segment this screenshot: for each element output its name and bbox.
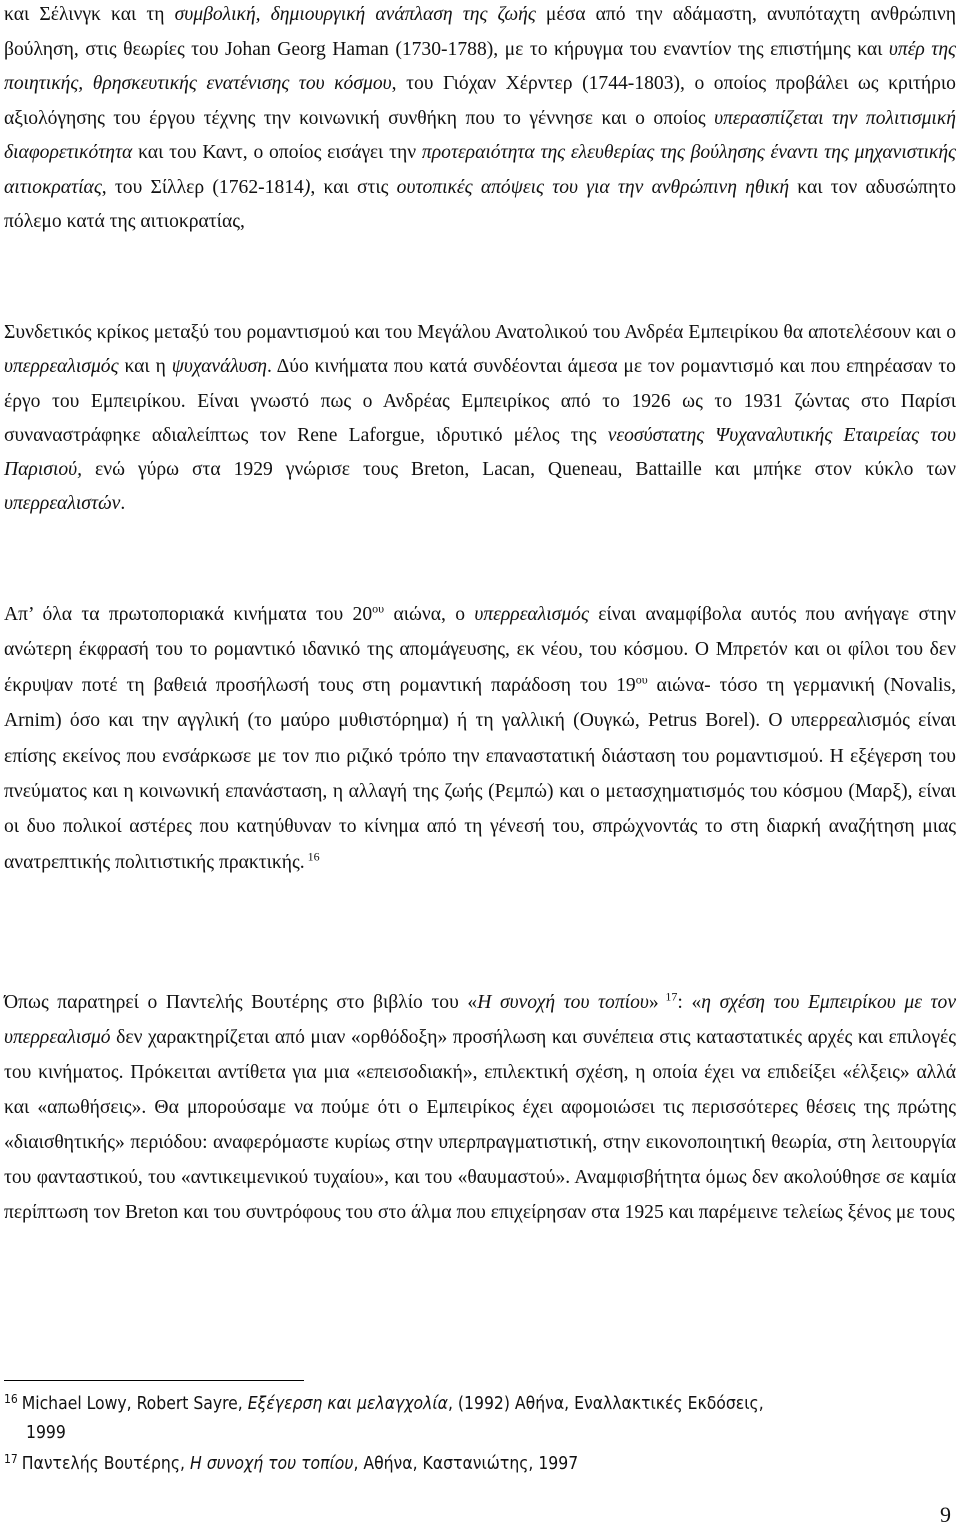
footnote-number: 16 [4,1392,18,1406]
footnote-number: 17 [4,1452,18,1466]
ordinal-superscript: ου [372,601,385,616]
footnote-17: $^{17}$ Παντελής Βουτέρης, Η συνοχή του τοπίου, Αθήνα, Καστανιώτης, 1997 [4,1452,579,1474]
paragraph-4: Όπως παρατηρεί ο Παντελής Βουτέρης στο βιβλίο του «Η συνοχή του τοπίου» $^{17}$: «η σχέση του Εμπειρίκου με τον υπερρεαλισμό δεν χαρακτηρίζεται από μιαν «ορθόδοξη» προσήλωση και συνέπεια στις καταστατικές αρχές και επιλογές του κινήματος. Πρόκειται αντίθετα για μια «επεισοδιακή», επιλεκτική σχέση, η οποία έχει να επιδείξει «έλξεις» αλλά και «απωθήσεις». Θα μπορούσαμε να πούμε ότι ο Εμπειρίκος έχει αφομοιώσει τις περισσότερες θέσεις της πρώτης «διαισθητικής» περιόδου: αναφερόμαστε κυρίως στην υπερπραγματιστική, στην εικονοποιητική θεωρία, στη λειτουργία του φανταστικού, του «αντικειμενικού τυχαίου», και του «θαυμαστού». Αναμφισβήτητα όμως δεν ακολούθησε σε καμία περίπτωση τον Breton και του συντρόφους του στο άλμα που επιχείρησαν στα 1925 και παρέμεινε τελείως ξένος με τους [4,989,957,1223]
footnote-separator [4,1380,304,1381]
paragraph-2: Συνδετικός κρίκος μεταξύ του ρομαντισμού και του Μεγάλου Ανατολικού του Ανδρέα Εμπειρίκου θα αποτελέσουν και ο υπερρεαλισμός και η ψυχανάλυση. Δύο κινήματα που κατά συνδέονται άμεσα με τον ρομαντισμό και που επηρέασαν το έργο του Εμπειρίκου. Είναι γνωστό πως ο Ανδρέας Εμπειρίκος από το 1926 ως το 1931 ζώντας στο Παρίσι συναναστράφηκε αδιαλείπτως τον Rene Laforgue, ιδρυτικό μέλος της νεοσύστατης Ψυχαναλυτικής Εταιρείας του Παρισιού, ενώ γύρω στα 1929 γνώρισε τους Breton, Lacan, Queneau, Battaille και μπήκε στον κύκλο των υπερρεαλιστών. [4,322,957,515]
ordinal-superscript: ου [635,672,648,687]
footnote-ref-17[interactable]: 17 [658,989,678,1004]
paragraph-1: και Σέλινγκ και τη συμβολική, δημιουργική ανάπλαση της ζωής μέσα από την αδάμαστη, ανυπόταχτη ανθρώπινη βούληση, στις θεωρίες του Johan Georg Haman (1730-1788), με το κήρυγμα του εναντίον της επιστήμης και υπέρ της ποιητικής, θρησκευτικής ενατένισης του κόσμου, του Γιόχαν Χέρντερ (1744-1803), ο οποίος προβάλει ως κριτήριο αξιολόγησης του έργου τέχνης την κοινωνική συνθήκη που το γέννησε και ο οποίος υπερασπίζεται την πολιτισμική διαφορετικότητα και του Καντ, ο οποίος εισάγει την προτεραιότητα της ελευθερίας της βούλησης έναντι της μηχανιστικής αιτιοκρατίας, του Σίλλερ (1762-1814), και στις ουτοπικές απόψεις του για την ανθρώπινη ηθική και τον αδυσώπητο πόλεμο κατά της αιτιοκρατίας, [4,4,957,232]
footnote-ref-16[interactable]: 16 [304,849,320,864]
footnote-16: $^{16}$ Michael Lowy, Robert Sayre, Εξέγερση και μελαγχολία, (1992) Αθήνα, Εναλλακτικές Εκδόσεις, 1999 [4,1392,764,1443]
paragraph-3: Απ’ όλα τα πρωτοποριακά κινήματα του $20^{o\upsilon}$ αιώνα, ο υπερρεαλισμός είναι αναμφίβολα αυτός που ανήγαγε στην ανώτερη έκφρασή του το ρομαντικό ιδανικό της απομάγευσης, εκ νέου, του κόσμου. Ο Μπρετόν και οι φίλοι του δεν έκρυψαν ποτέ τη βαθειά προσήλωσή τους στη ρομαντική παράδοση του $19^{o\upsilon}$ αιώνα- τόσο τη γερμανική (Novalis, Arnim) όσο και την αγγλική (το μαύρο μυθιστόρημα) ή τη γαλλική (Ουγκώ, Petrus Borel). Ο υπερρεαλισμός είναι επίσης εκείνος που ενσάρκωσε με τον πιο ριζικό τρόπο την επαναστατική διάσταση του ρομαντισμού. Η εξέγερση του πνεύματος και η κοινωνική επανάσταση, η αλλαγή της ζωής (Ρεμπώ) και ο μετασχηματισμός του κόσμου (Μαρξ), είναι οι δυο πολικοί αστέρες που κατηύθυναν το κίνημα από τη γένεσή του, σπρώχνοντάς το στη διαρκή αναζήτηση μιας ανατρεπτικής πολιτιστικής πρακτικής. $^{16}$ [4,601,956,873]
page-number: 9 [940,1502,951,1527]
